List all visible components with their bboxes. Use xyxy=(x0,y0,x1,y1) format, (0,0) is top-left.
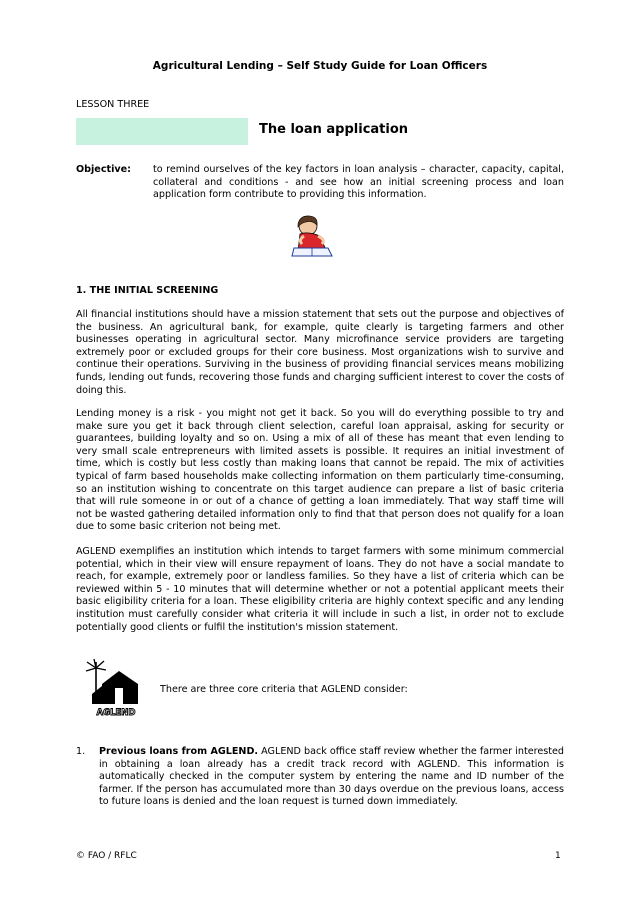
objective-text: to remind ourselves of the key factors in loan analysis – character, capacity, capital, collateral and conditions - and see how an initial screening process and loan application form contribute to providing this information. xyxy=(153,164,564,201)
core-criteria-intro: There are three core criteria that AGLEND consider: xyxy=(160,684,408,695)
logo-wordmark: AGLEND xyxy=(96,708,136,718)
lesson-title: The loan application xyxy=(259,122,409,137)
section-heading: 1. THE INITIAL SCREENING xyxy=(76,285,219,296)
footer-copyright: © FAO / RFLC xyxy=(76,851,137,861)
criteria-item-number: 1. xyxy=(76,746,86,757)
objective-label: Objective: xyxy=(76,164,131,175)
criteria-item-text: AGLEND back office staff review whether the farmer interested in obtaining a loan already has a credit track record with AGLEND. This information is automatically checked in the computer system by entering the name and ID number of the farmer. If the person has accumulated more than 30 days overdue on the previous loans, access to future loans is denied and the loan request is turned down immediately. xyxy=(99,746,564,808)
page-number: 1 xyxy=(555,851,561,861)
criteria-item xyxy=(99,746,564,809)
reading-student-illustration xyxy=(288,214,336,260)
paragraph-mission: All financial institutions should have a mission statement that sets out the purpose and objectives of the business. An agricultural bank, for example, quite clearly is targeting farmers and other businesses operating in agricultural sector. Many microfinance service providers are targeting extremely poor or excluded groups for their core business. Most organizations wish to survive and continue their operations. Surviving in the business of providing financial services means mobilizing funds, lending out funds, recovering those funds and charging sufficient interest to cover the costs of doing this. xyxy=(76,309,564,396)
lesson-color-box xyxy=(76,118,248,145)
paragraph-aglend: AGLEND exemplifies an institution which intends to target farmers with some minimum commercial potential, which in their view will ensure repayment of loans. They do not have a social mandate to reach, for example, extremely poor or landless families. So they have a list of criteria which can be reviewed within 5 - 10 minutes that will determine whether or not a potential applicant meets their basic eligibility criteria for a loan. These eligibility criteria are highly context specific and any lending institution must carefully consider what criteria it will include in such a list, in order not to exclude potentially good clients or fulfil the institution's mission statement. xyxy=(76,546,564,633)
paragraph-risk: Lending money is a risk - you might not get it back. So you will do everything possible to try and make sure you get it back through client selection, careful loan appraisal, asking for security or guarantees, building loyalty and so on. Using a mix of all of these has meant that even lending to very small scale entrepreneurs with limited assets is possible. It requires an initial investment of time, which is costly but less costly than making loans that cannot be repaid. The mix of activities typical of farm based households make collecting information on them particularly time-consuming, so an institution wishing to concentrate on this target audience can prepare a list of basic criteria that will rule someone in or out of a chance of getting a loan immediately. That way staff time will not be wasted gathering detailed information only to find that that person does not qualify for a loan due to some basic criterion not being met. xyxy=(76,408,564,533)
lesson-label: LESSON THREE xyxy=(76,99,150,110)
document-title: Agricultural Lending – Self Study Guide for Loan Officers xyxy=(152,60,488,72)
aglend-logo xyxy=(82,658,150,718)
criteria-item-title: Previous loans from AGLEND. xyxy=(99,746,259,757)
